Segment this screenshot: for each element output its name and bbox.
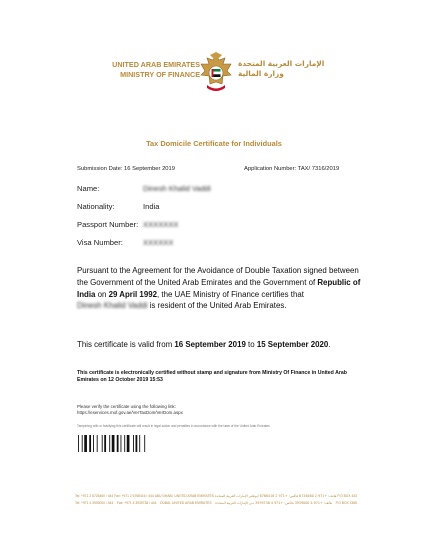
field-passport (77, 220, 179, 229)
footer-pobox: P.O BOX 1565 (335, 501, 357, 505)
application-number: Application Number: TAX/ 7316/2019 (244, 166, 340, 172)
validity-text: This certificate is valid from (77, 340, 175, 349)
residency-statement (77, 265, 362, 312)
valid-to-date: 15 September 2020 (256, 340, 329, 349)
barcode-icon (78, 435, 178, 452)
footer-phone: Tel: +971 2 6726460 / 444 (75, 494, 114, 498)
field-name (77, 184, 211, 193)
tamper-warning: Tampering with or falsifying this certificate will result in legal action and penalties in accordance with the laws of the United Arab Emirates (77, 424, 270, 428)
statement-text: Pursuant to the Agreement for the Avoidance of Double Taxation signed between the Government of the United Arab Emirates and the Government of (77, 266, 359, 287)
field-label: Visa Number: (77, 238, 123, 247)
treaty-date: 29 April 1992 (108, 289, 157, 299)
footer-arabic: هاتف: +971 2 6726460 فاكس: +971 2 6768416 أبوظبي الإمارات العربية المتحدة (214, 494, 337, 498)
visa-value: XXXXXX (143, 238, 174, 247)
footer-fax: Fax: +971 4 3939738 / 444 (116, 501, 157, 505)
country-name-en: UNITED ARAB EMIRATES (112, 60, 200, 69)
electronic-certification-note: This certificate is electronically certified without stamp and signature from Ministry Of Finance in United Arab Emirates on 12 October 2019 15:53 (77, 370, 347, 383)
verify-link[interactable]: https://eservices.mof.gov.ae/VerTaxDom/VerDom.aspx (77, 409, 183, 415)
footer-phone: Tel: +971 4 3939000 / 444 (75, 501, 114, 505)
statement-text: is resident of the United Arab Emirates. (147, 301, 287, 311)
validity-statement (77, 339, 362, 351)
ministry-name-en: MINISTRY OF FINANCE (120, 69, 200, 79)
treaty-country: Republic of India (77, 277, 361, 299)
footer-pobox: P.O BOX 433 (337, 494, 357, 498)
footer-line-2 (75, 501, 357, 505)
certificate-title: Tax Domicile Certificate for Individuals (146, 139, 282, 148)
passport-value: XXXXXXX (143, 220, 179, 229)
validity-text: . (328, 340, 331, 349)
field-label: Nationality: (77, 202, 115, 211)
country-name-ar: الإمارات العربية المتحدة (238, 59, 325, 68)
nationality-value: India (143, 202, 160, 211)
submission-date: Submission Date: 16 September 2019 (77, 166, 175, 172)
verify-instructions (77, 404, 183, 415)
field-nationality (77, 202, 160, 211)
resident-name: Dinesh Khalid Vaddi (77, 301, 148, 311)
footer-line-1 (75, 494, 357, 498)
field-label: Name: (77, 184, 100, 193)
name-value: Dinesh Khalid Vaddi (143, 184, 211, 193)
footer-city: DUBAI, UNITED ARAB EMIRATES (160, 501, 212, 505)
verify-label: Please verify the certificate using the following link: (77, 404, 176, 409)
field-label: Passport Number: (77, 220, 139, 229)
ministry-name-ar: وزارة المالية (238, 68, 284, 78)
header-english (104, 60, 200, 79)
uae-falcon-emblem-icon (198, 52, 234, 94)
footer-fax: Fax: +971 2 6768416 / 444 (114, 494, 154, 498)
validity-text: to (245, 340, 257, 349)
statement-text: on (95, 289, 109, 299)
footer-city: ABU DHABI, UNITED ARAB EMIRATES (154, 494, 214, 498)
field-visa (77, 238, 174, 247)
header-arabic (238, 59, 330, 78)
valid-from-date: 16 September 2019 (174, 340, 246, 349)
footer-arabic: هاتف: +971 4 3939000 فاكس: +971 4 3939738 دبي الإمارات العربية المتحدة (215, 501, 332, 505)
statement-text: , the UAE Ministry of Finance certifies that (157, 289, 304, 299)
